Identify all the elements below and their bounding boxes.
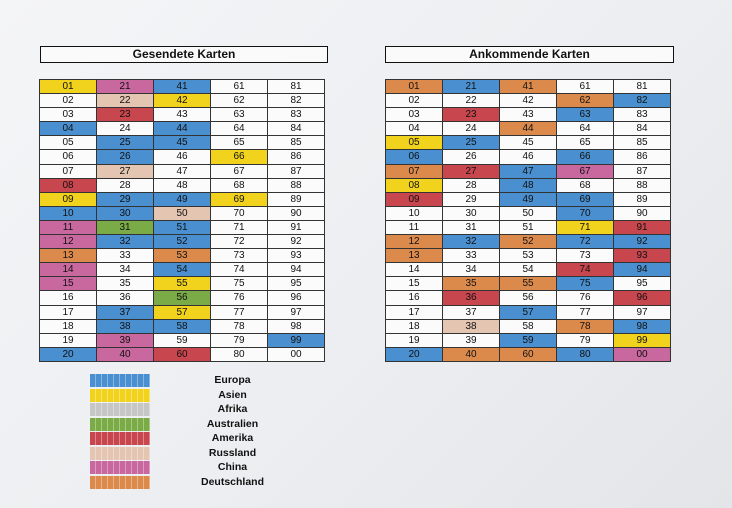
table-cell: 31 <box>443 221 500 235</box>
table-cell: 58 <box>500 320 557 334</box>
table-cell: 15 <box>386 277 443 291</box>
table-cell: 69 <box>557 193 614 207</box>
table-cell: 80 <box>211 348 268 362</box>
table-cell: 64 <box>211 122 268 136</box>
table-cell: 54 <box>500 263 557 277</box>
table-cell: 54 <box>154 263 211 277</box>
received-cards-table <box>385 79 671 362</box>
table-cell: 84 <box>614 122 671 136</box>
table-cell: 55 <box>154 277 211 291</box>
table-cell: 83 <box>614 108 671 122</box>
table-cell: 89 <box>614 193 671 207</box>
table-cell: 92 <box>268 235 325 249</box>
table-cell: 82 <box>268 94 325 108</box>
table-cell: 14 <box>386 263 443 277</box>
table-cell: 78 <box>557 320 614 334</box>
table-cell: 92 <box>614 235 671 249</box>
table-cell: 88 <box>614 179 671 193</box>
table-cell: 94 <box>268 263 325 277</box>
legend-swatch <box>90 461 150 474</box>
table-cell: 40 <box>97 348 154 362</box>
table-cell: 05 <box>386 136 443 150</box>
table-cell: 41 <box>154 80 211 94</box>
table-cell: 02 <box>386 94 443 108</box>
table-cell: 76 <box>211 291 268 305</box>
table-cell: 14 <box>40 263 97 277</box>
table-cell: 71 <box>211 221 268 235</box>
table-cell: 68 <box>211 179 268 193</box>
table-cell: 67 <box>211 165 268 179</box>
table-cell: 69 <box>211 193 268 207</box>
table-cell: 07 <box>386 165 443 179</box>
table-cell: 12 <box>40 235 97 249</box>
table-cell: 52 <box>500 235 557 249</box>
table-cell: 81 <box>268 80 325 94</box>
table-cell: 17 <box>40 306 97 320</box>
table-cell: 30 <box>97 207 154 221</box>
table-cell: 77 <box>557 306 614 320</box>
table-cell: 61 <box>557 80 614 94</box>
table-cell: 86 <box>268 150 325 164</box>
table-cell: 93 <box>268 249 325 263</box>
table-cell: 45 <box>154 136 211 150</box>
table-cell: 71 <box>557 221 614 235</box>
table-cell: 76 <box>557 291 614 305</box>
legend-swatch <box>90 476 150 489</box>
table-cell: 49 <box>154 193 211 207</box>
table-cell: 09 <box>40 193 97 207</box>
table-cell: 27 <box>97 165 154 179</box>
table-cell: 08 <box>40 179 97 193</box>
table-cell: 27 <box>443 165 500 179</box>
table-cell: 65 <box>557 136 614 150</box>
table-cell: 19 <box>386 334 443 348</box>
table-cell: 90 <box>614 207 671 221</box>
table-cell: 59 <box>500 334 557 348</box>
table-cell: 50 <box>154 207 211 221</box>
table-cell: 52 <box>154 235 211 249</box>
table-cell: 16 <box>40 291 97 305</box>
legend-label: Europa <box>214 374 251 386</box>
table-cell: 24 <box>97 122 154 136</box>
table-cell: 74 <box>557 263 614 277</box>
table-cell: 36 <box>443 291 500 305</box>
table-cell: 95 <box>268 277 325 291</box>
table-cell: 06 <box>40 150 97 164</box>
table-cell: 75 <box>211 277 268 291</box>
table-cell: 23 <box>443 108 500 122</box>
table-cell: 87 <box>614 165 671 179</box>
table-cell: 63 <box>557 108 614 122</box>
table-cell: 22 <box>443 94 500 108</box>
table-cell: 25 <box>97 136 154 150</box>
received-cards-title: Ankommende Karten <box>385 46 674 63</box>
legend-label: Deutschland <box>200 475 264 488</box>
table-cell: 96 <box>268 291 325 305</box>
table-cell: 89 <box>268 193 325 207</box>
table-cell: 60 <box>154 348 211 362</box>
legend-swatch <box>90 418 150 431</box>
table-cell: 44 <box>500 122 557 136</box>
table-cell: 46 <box>500 150 557 164</box>
legend-swatch <box>90 447 150 460</box>
table-cell: 95 <box>614 277 671 291</box>
table-cell: 96 <box>614 291 671 305</box>
table-cell: 38 <box>97 320 154 334</box>
table-cell: 87 <box>268 165 325 179</box>
table-cell: 88 <box>268 179 325 193</box>
table-cell: 09 <box>386 193 443 207</box>
table-cell: 43 <box>154 108 211 122</box>
table-cell: 90 <box>268 207 325 221</box>
table-cell: 72 <box>557 235 614 249</box>
table-cell: 34 <box>97 263 154 277</box>
table-cell: 97 <box>268 306 325 320</box>
table-cell: 26 <box>443 150 500 164</box>
table-cell: 08 <box>386 179 443 193</box>
table-cell: 65 <box>211 136 268 150</box>
table-cell: 61 <box>211 80 268 94</box>
table-cell: 01 <box>386 80 443 94</box>
table-cell: 21 <box>443 80 500 94</box>
table-cell: 32 <box>443 235 500 249</box>
table-cell: 75 <box>557 277 614 291</box>
legend-label: Afrika <box>217 403 248 415</box>
table-cell: 32 <box>97 235 154 249</box>
table-cell: 43 <box>500 108 557 122</box>
table-cell: 59 <box>154 334 211 348</box>
table-cell: 94 <box>614 263 671 277</box>
table-cell: 51 <box>154 221 211 235</box>
table-cell: 70 <box>211 207 268 221</box>
legend-label: Australien <box>206 417 259 430</box>
sent-cards-table <box>39 79 325 362</box>
table-cell: 79 <box>211 334 268 348</box>
table-cell: 77 <box>211 306 268 320</box>
table-cell: 18 <box>386 320 443 334</box>
table-cell: 00 <box>268 348 325 362</box>
legend-swatch <box>90 389 150 402</box>
table-cell: 05 <box>40 136 97 150</box>
table-cell: 10 <box>386 207 443 221</box>
table-cell: 33 <box>97 249 154 263</box>
legend-label: China <box>217 461 248 473</box>
table-cell: 98 <box>614 320 671 334</box>
table-cell: 67 <box>557 165 614 179</box>
table-cell: 47 <box>154 165 211 179</box>
table-cell: 00 <box>614 348 671 362</box>
table-cell: 20 <box>386 348 443 362</box>
table-cell: 39 <box>443 334 500 348</box>
table-cell: 48 <box>154 179 211 193</box>
table-cell: 37 <box>97 306 154 320</box>
table-cell: 58 <box>154 320 211 334</box>
table-cell: 04 <box>40 122 97 136</box>
table-cell: 11 <box>40 221 97 235</box>
table-cell: 34 <box>443 263 500 277</box>
table-cell: 26 <box>97 150 154 164</box>
table-cell: 28 <box>443 179 500 193</box>
legend-label: Amerika <box>211 432 254 444</box>
table-cell: 80 <box>557 348 614 362</box>
table-cell: 73 <box>557 249 614 263</box>
table-cell: 16 <box>386 291 443 305</box>
table-cell: 57 <box>500 306 557 320</box>
table-cell: 19 <box>40 334 97 348</box>
table-cell: 85 <box>268 136 325 150</box>
table-cell: 15 <box>40 277 97 291</box>
table-cell: 62 <box>557 94 614 108</box>
table-cell: 38 <box>443 320 500 334</box>
table-cell: 78 <box>211 320 268 334</box>
table-cell: 98 <box>268 320 325 334</box>
table-cell: 24 <box>443 122 500 136</box>
table-cell: 91 <box>268 221 325 235</box>
table-cell: 39 <box>97 334 154 348</box>
table-cell: 35 <box>97 277 154 291</box>
table-cell: 12 <box>386 235 443 249</box>
table-cell: 03 <box>386 108 443 122</box>
table-cell: 73 <box>211 249 268 263</box>
table-cell: 47 <box>500 165 557 179</box>
table-cell: 36 <box>97 291 154 305</box>
legend-swatch <box>90 403 150 416</box>
table-cell: 81 <box>614 80 671 94</box>
table-cell: 18 <box>40 320 97 334</box>
table-cell: 13 <box>40 249 97 263</box>
table-cell: 44 <box>154 122 211 136</box>
table-cell: 51 <box>500 221 557 235</box>
sent-cards-title: Gesendete Karten <box>40 46 328 63</box>
table-cell: 62 <box>211 94 268 108</box>
table-cell: 25 <box>443 136 500 150</box>
table-cell: 57 <box>154 306 211 320</box>
table-cell: 07 <box>40 165 97 179</box>
table-cell: 79 <box>557 334 614 348</box>
table-cell: 37 <box>443 306 500 320</box>
legend-label: Russland <box>208 446 257 459</box>
table-cell: 56 <box>154 291 211 305</box>
table-cell: 53 <box>500 249 557 263</box>
table-cell: 93 <box>614 249 671 263</box>
legend-label: Asien <box>218 388 247 401</box>
table-cell: 99 <box>614 334 671 348</box>
table-cell: 22 <box>97 94 154 108</box>
table-cell: 29 <box>443 193 500 207</box>
table-cell: 53 <box>154 249 211 263</box>
table-cell: 41 <box>500 80 557 94</box>
table-cell: 97 <box>614 306 671 320</box>
table-cell: 64 <box>557 122 614 136</box>
legend-swatch <box>90 432 150 445</box>
table-cell: 03 <box>40 108 97 122</box>
table-cell: 99 <box>268 334 325 348</box>
table-cell: 42 <box>500 94 557 108</box>
table-cell: 83 <box>268 108 325 122</box>
table-cell: 40 <box>443 348 500 362</box>
table-cell: 56 <box>500 291 557 305</box>
table-cell: 46 <box>154 150 211 164</box>
table-cell: 42 <box>154 94 211 108</box>
table-cell: 84 <box>268 122 325 136</box>
table-cell: 82 <box>614 94 671 108</box>
table-cell: 02 <box>40 94 97 108</box>
table-cell: 66 <box>557 150 614 164</box>
table-cell: 45 <box>500 136 557 150</box>
table-cell: 72 <box>211 235 268 249</box>
table-cell: 10 <box>40 207 97 221</box>
table-cell: 13 <box>386 249 443 263</box>
table-cell: 30 <box>443 207 500 221</box>
table-cell: 85 <box>614 136 671 150</box>
table-cell: 66 <box>211 150 268 164</box>
table-cell: 63 <box>211 108 268 122</box>
table-cell: 49 <box>500 193 557 207</box>
table-cell: 20 <box>40 348 97 362</box>
table-cell: 28 <box>97 179 154 193</box>
table-cell: 04 <box>386 122 443 136</box>
table-cell: 23 <box>97 108 154 122</box>
table-cell: 55 <box>500 277 557 291</box>
table-cell: 91 <box>614 221 671 235</box>
table-cell: 01 <box>40 80 97 94</box>
table-cell: 29 <box>97 193 154 207</box>
table-cell: 74 <box>211 263 268 277</box>
table-cell: 31 <box>97 221 154 235</box>
table-cell: 35 <box>443 277 500 291</box>
table-cell: 21 <box>97 80 154 94</box>
table-cell: 33 <box>443 249 500 263</box>
table-cell: 68 <box>557 179 614 193</box>
table-cell: 60 <box>500 348 557 362</box>
table-cell: 48 <box>500 179 557 193</box>
table-cell: 06 <box>386 150 443 164</box>
table-cell: 11 <box>386 221 443 235</box>
table-cell: 17 <box>386 306 443 320</box>
legend-swatch <box>90 374 150 387</box>
table-cell: 70 <box>557 207 614 221</box>
table-cell: 50 <box>500 207 557 221</box>
table-cell: 86 <box>614 150 671 164</box>
